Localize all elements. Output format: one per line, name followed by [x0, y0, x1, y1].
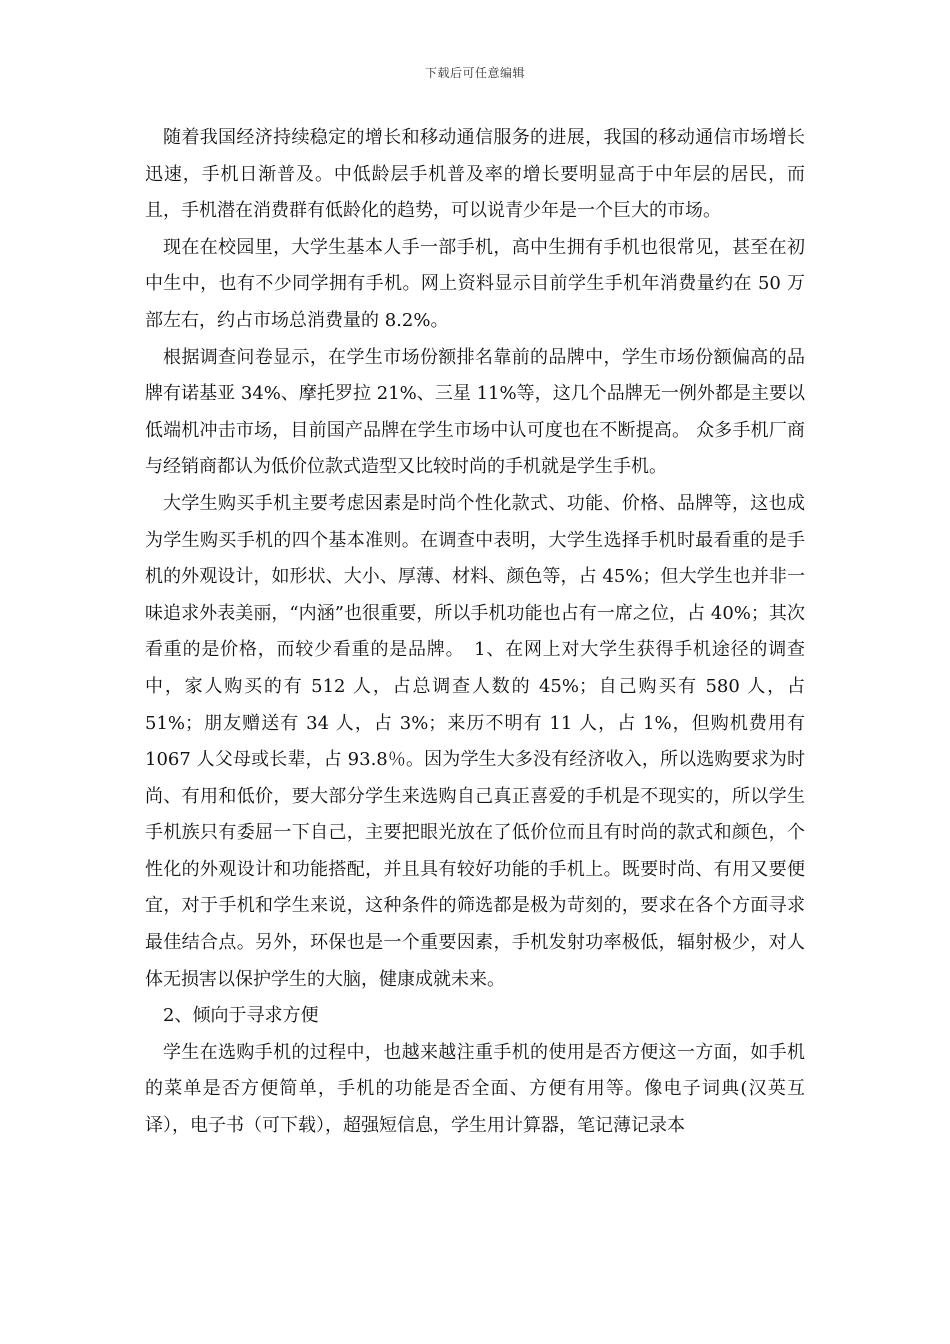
paragraph-market-growth: 随着我国经济持续稳定的增长和移动通信服务的进展，我国的移动通信市场增长迅速，手机日渐普及。中低龄层手机普及率的增长要明显高于中年层的居民，而且，手机潜在消费群有低龄化的趋势，可以说青少年是一个巨大的市场。	[145, 127, 805, 222]
document-body	[145, 120, 805, 1145]
page-header: 下载后可任意编辑	[424, 66, 525, 80]
section-heading-convenience: 2、倾向于寻求方便	[163, 1005, 319, 1027]
paragraph-campus-ownership: 现在在校园里，大学生基本人手一部手机，高中生拥有手机也很常见，甚至在初中生中，也有不少同学拥有手机。网上资料显示目前学生手机年消费量约在 50 万部左右，约占市场总消费量的 8.2%。	[145, 236, 805, 331]
paragraph-convenience: 学生在选购手机的过程中，也越来越注重手机的使用是否方便这一方面，如手机的菜单是否方便简单，手机的功能是否全面、方便有用等。像电子词典(汉英互译），电子书（可下载），超强短信息，学生用计算器，笔记薄记录本	[145, 1041, 805, 1137]
paragraph-purchase-factors: 大学生购买手机主要考虑因素是时尚个性化款式、功能、价格、品牌等，这也成为学生购买手机的四个基本准则。在调查中表明，大学生选择手机时最看重的是手机的外观设计，如形状、大小、厚薄、材料、颜色等，占 45%；但大学生也并非一味追求外表美丽，“内涵”也很重要，所以手机功能也占有一席之位，占 40%；其次看重的是价格，而较少看重的是品牌。 1、在网上对大学生获得手机途径的调查中，家人购买的有 512 人，占总调查人数的 45%；自己购买有 580 人，占 51%；朋友赠送有 34 人，占 3%；来历不明有 11 人，占 1%，但购机费用有 1067 人父母或长辈，占 93.8％。因为学生大多没有经济收入，所以选购要求为时尚、有用和低价，要大部分学生来选购自己真正喜爱的手机是不现实的，所以学生手机族只有委屈一下自己，主要把眼光放在了低价位而且有时尚的款式和颜色，个性化的外观设计和功能搭配，并且具有较好功能的手机上。既要时尚、有用又要便宜，对于手机和学生来说，这种条件的筛选都是极为苛刻的，要求在各个方面寻求最佳结合点。另外，环保也是一个重要因素，手机发射功率极低，辐射极少，对人体无损害以保护学生的大脑，健康成就未来。	[145, 492, 805, 990]
paragraph-brand-share: 根据调查问卷显示，在学生市场份额排名靠前的品牌中，学生市场份额偏高的品牌有诺基亚 34%、摩托罗拉 21%、三星 11%等，这几个品牌无一例外都是主要以低端机冲击市场，目前国产品牌在学生市场中认可度也在不断提高。 众多手机厂商与经销商都认为低价位款式造型又比较时尚的手机就是学生手机。	[145, 346, 805, 478]
